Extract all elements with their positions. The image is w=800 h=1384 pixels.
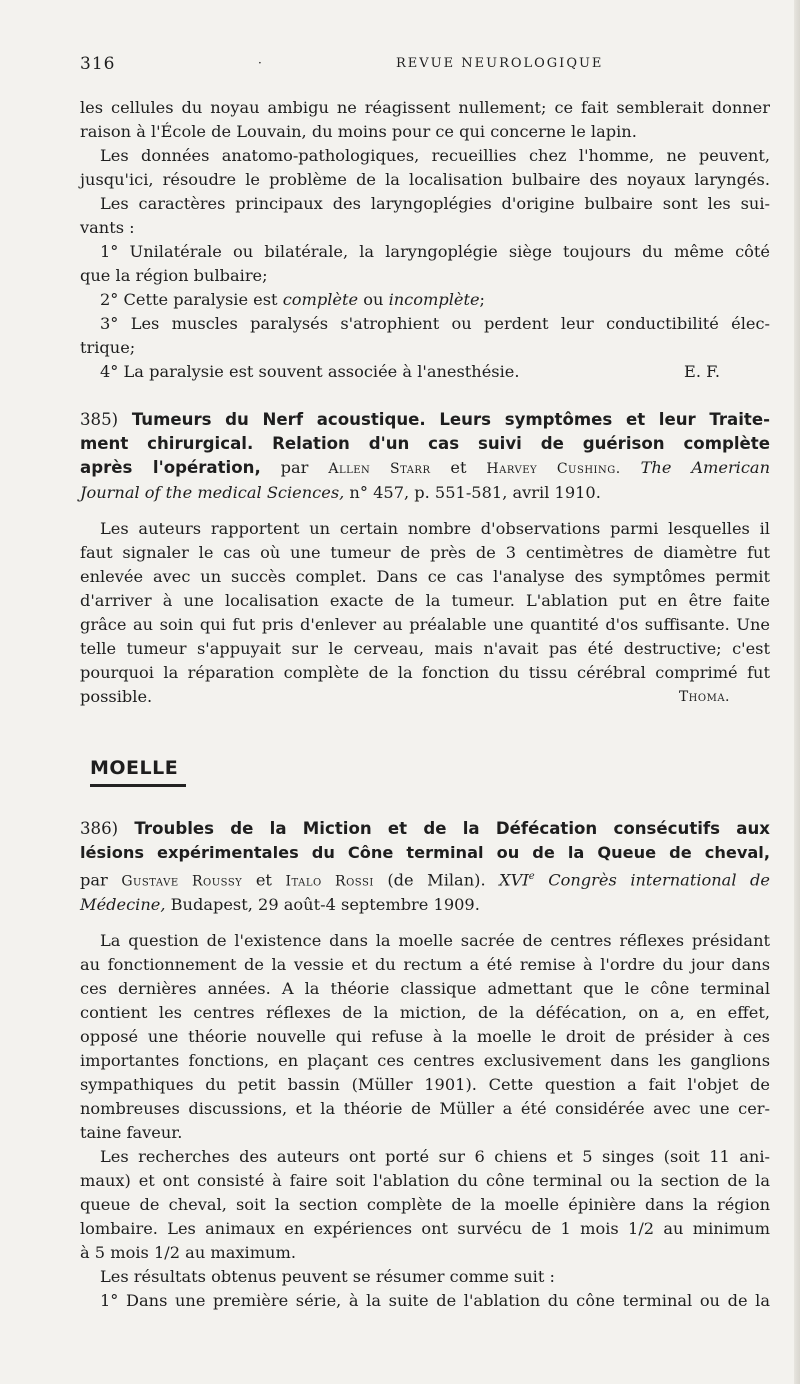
author: Allen Starr — [328, 461, 431, 477]
text-line: opposé une théorie nouvelle qui refuse à la moelle le droit de présider à ces — [80, 1027, 770, 1047]
signature: Thoma. — [678, 689, 730, 705]
article-title-line: ment chirurgical. Relation d'un cas suivi de guérison complète — [80, 434, 770, 453]
text-line: trique; — [80, 338, 136, 357]
article-385 — [80, 408, 770, 709]
article-title-line: 385) Tumeurs du Nerf acoustique. Leurs symptômes et leur Traite- — [80, 410, 770, 429]
text-line: Les caractères principaux des laryngoplégies d'origine bulbaire sont les sui- — [100, 194, 770, 213]
author: Gustave Roussy — [121, 873, 243, 890]
text-line: 1° Dans une première série, à la suite de l'ablation du cône terminal ou de la — [100, 1291, 770, 1311]
text-line: 1° Unilatérale ou bilatérale, la laryngoplégie siège toujours du même côté — [100, 242, 770, 261]
text-line: Les résultats obtenus peuvent se résumer comme suit : — [100, 1267, 555, 1287]
text-line: La question de l'existence dans la moelle sacrée de centres réflexes présidant — [100, 931, 770, 951]
text-line: jusqu'ici, résoudre le problème de la localisation bulbaire des noyaux laryngés. — [80, 170, 770, 189]
text-line: Les recherches des auteurs ont porté sur 6 chiens et 5 singes (soit 11 ani- — [100, 1147, 770, 1167]
author: Harvey Cushing. — [486, 461, 621, 477]
text-line: telle tumeur s'appuyait sur le cerveau, mais n'avait pas été destructive; c'est — [80, 639, 770, 658]
article-citation: après l'opération, par Allen Starr et Harvey Cushing. The American — [80, 458, 770, 477]
text-line: lombaire. Les animaux en expériences ont survécu de 1 mois 1/2 au minimum — [80, 1219, 770, 1239]
text-line: d'arriver à une localisation exacte de la tumeur. L'ablation put en être faite — [80, 591, 770, 610]
text-line: Les données anatomo-pathologiques, recueillies chez l'homme, ne peuvent, — [100, 146, 770, 165]
text-line: pourquoi la réparation complète de la fonction du tissu cérébral comprimé fut — [80, 663, 770, 682]
text-line: taine faveur. — [80, 1123, 183, 1143]
article-386 — [80, 817, 770, 1313]
text-line: queue de cheval, soit la section complète de la moelle épinière dans la région — [80, 1195, 770, 1215]
text-line: raison à l'École de Louvain, du moins pour ce qui concerne le lapin. — [80, 122, 637, 141]
page-number: 316 — [80, 54, 116, 74]
text-line: enlevée avec un succès complet. Dans ce cas l'analyse des symptômes permit — [80, 567, 770, 586]
text-line: à 5 mois 1/2 au maximum. — [80, 1243, 296, 1263]
author: Italo Rossi — [285, 873, 374, 890]
signature: E. F. — [684, 362, 720, 381]
text-line: vants : — [80, 218, 135, 237]
text-line: les cellules du noyau ambigu ne réagissent nullement; ce fait semblerait donner — [80, 98, 770, 117]
page-header — [80, 54, 770, 78]
section-rule — [90, 784, 186, 787]
article-number: 385) — [80, 410, 119, 429]
section-heading: MOELLE — [90, 757, 179, 779]
text-line: sympathiques du petit bassin (Müller 1901). Cette question a fait l'objet de — [80, 1075, 770, 1095]
text-line: que la région bulbaire; — [80, 266, 268, 285]
text-line: possible. Thoma. — [80, 685, 770, 709]
text-line: importantes fonctions, en plaçant ces centres exclusivement dans les ganglions — [80, 1051, 770, 1071]
running-title: REVUE NEUROLOGIQUE — [396, 56, 604, 71]
article-number: 386) — [80, 819, 119, 838]
page-edge-shadow — [794, 0, 800, 1384]
text-line: contient les centres réflexes de la miction, de la défécation, on a, en effet, — [80, 1003, 770, 1023]
text-line: grâce au soin qui fut pris d'enlever au préalable une quantité d'os suffisante. Une — [80, 615, 770, 634]
text-line: Les auteurs rapportent un certain nombre d'observations parmi lesquelles il — [100, 519, 770, 538]
text-line: ces dernières années. A la théorie classique admettant que le cône terminal — [80, 979, 770, 999]
header-dot: · — [258, 56, 262, 70]
list-item-2: 2° Cette paralysie est complète ou incomplète; — [100, 290, 485, 309]
list-item-4: 4° La paralysie est souvent associée à l'anesthésie. E. F. — [80, 360, 770, 384]
article-citation: par Gustave Roussy et Italo Rossi (de Milan). XVIe Congrès international de — [80, 870, 770, 890]
article-title-line: 386) Troubles de la Miction et de la Défécation consécutifs aux — [80, 819, 771, 838]
text-line: nombreuses discussions, et la théorie de Müller a été considérée avec une cer- — [80, 1099, 770, 1119]
text-line: faut signaler le cas où une tumeur de près de 3 centimètres de diamètre fut — [80, 543, 770, 562]
article-title-line: lésions expérimentales du Cône terminal ou de la Queue de cheval, — [80, 843, 770, 862]
article-reference: Journal of the medical Sciences, n° 457, p. 551-581, avril 1910. — [80, 483, 601, 502]
text-line: maux) et ont consisté à faire soit l'ablation du cône terminal ou la section de la — [80, 1171, 770, 1191]
article-reference: Médecine, Budapest, 29 août-4 septembre 1909. — [80, 895, 480, 915]
text-line: 3° Les muscles paralysés s'atrophient ou perdent leur conductibilité élec- — [100, 314, 770, 333]
review-block-1 — [80, 96, 770, 709]
text-line: au fonctionnement de la vessie et du rectum a été remise à l'ordre du jour dans — [80, 955, 770, 975]
